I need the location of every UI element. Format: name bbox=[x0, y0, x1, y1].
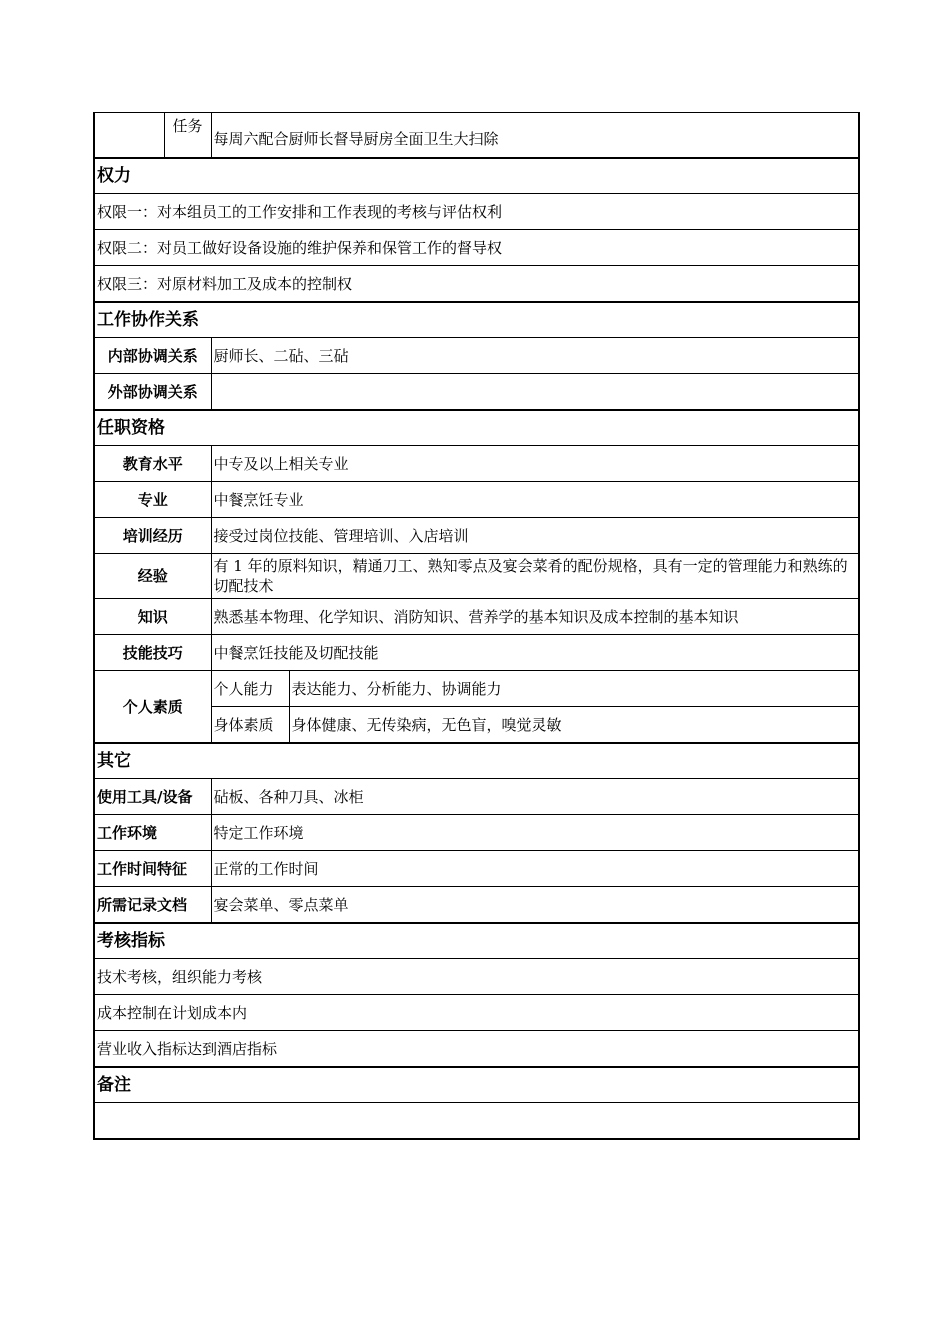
task-blank-cell bbox=[94, 113, 164, 159]
experience-label: 经验 bbox=[94, 554, 211, 599]
tools-value: 砧板、各种刀具、冰柜 bbox=[211, 779, 859, 815]
cooperation-section-title: 工作协作关系 bbox=[94, 302, 859, 338]
internal-label: 内部协调关系 bbox=[94, 338, 211, 374]
env-row bbox=[94, 815, 859, 851]
ability-value: 表达能力、分析能力、协调能力 bbox=[289, 671, 859, 707]
experience-row bbox=[94, 554, 859, 599]
skills-row bbox=[94, 635, 859, 671]
time-row bbox=[94, 851, 859, 887]
assessment-section-row bbox=[94, 923, 859, 959]
training-label: 培训经历 bbox=[94, 518, 211, 554]
major-label: 专业 bbox=[94, 482, 211, 518]
time-value: 正常的工作时间 bbox=[211, 851, 859, 887]
task-label: 任务 bbox=[164, 113, 211, 159]
job-description-table bbox=[93, 112, 860, 1140]
assessment-section-title: 考核指标 bbox=[94, 923, 859, 959]
tools-row bbox=[94, 779, 859, 815]
experience-value: 有 1 年的原料知识，精通刀工、熟知零点及宴会菜肴的配份规格，具有一定的管理能力和熟练的切配技术 bbox=[211, 554, 859, 599]
external-label: 外部协调关系 bbox=[94, 374, 211, 411]
qualification-section-title: 任职资格 bbox=[94, 410, 859, 446]
education-row bbox=[94, 446, 859, 482]
authority-section-row bbox=[94, 158, 859, 194]
authority-item-1: 权限一：对本组员工的工作安排和工作表现的考核与评估权利 bbox=[94, 194, 859, 230]
internal-row bbox=[94, 338, 859, 374]
authority-section-title: 权力 bbox=[94, 158, 859, 194]
skills-label: 技能技巧 bbox=[94, 635, 211, 671]
docs-row bbox=[94, 887, 859, 924]
external-value bbox=[211, 374, 859, 411]
internal-value: 厨师长、二砧、三砧 bbox=[211, 338, 859, 374]
cooperation-section-row bbox=[94, 302, 859, 338]
qualification-section-row bbox=[94, 410, 859, 446]
physical-label: 身体素质 bbox=[211, 707, 289, 744]
time-label: 工作时间特征 bbox=[94, 851, 211, 887]
remarks-row bbox=[94, 1103, 859, 1140]
ability-row bbox=[94, 671, 859, 707]
assessment-item-2: 成本控制在计划成本内 bbox=[94, 995, 859, 1031]
education-label: 教育水平 bbox=[94, 446, 211, 482]
major-row bbox=[94, 482, 859, 518]
tools-label: 使用工具/设备 bbox=[94, 779, 211, 815]
major-value: 中餐烹饪专业 bbox=[211, 482, 859, 518]
personal-label: 个人素质 bbox=[94, 671, 211, 744]
docs-label: 所需记录文档 bbox=[94, 887, 211, 924]
docs-value: 宴会菜单、零点菜单 bbox=[211, 887, 859, 924]
authority-item-3: 权限三：对原材料加工及成本的控制权 bbox=[94, 266, 859, 303]
knowledge-value: 熟悉基本物理、化学知识、消防知识、营养学的基本知识及成本控制的基本知识 bbox=[211, 599, 859, 635]
skills-value: 中餐烹饪技能及切配技能 bbox=[211, 635, 859, 671]
remarks-section-row bbox=[94, 1067, 859, 1103]
physical-value: 身体健康、无传染病，无色盲，嗅觉灵敏 bbox=[289, 707, 859, 744]
authority-row bbox=[94, 230, 859, 266]
task-value: 每周六配合厨师长督导厨房全面卫生大扫除 bbox=[211, 113, 859, 159]
assessment-item-3: 营业收入指标达到酒店指标 bbox=[94, 1031, 859, 1068]
education-value: 中专及以上相关专业 bbox=[211, 446, 859, 482]
assessment-row bbox=[94, 959, 859, 995]
assessment-row bbox=[94, 995, 859, 1031]
training-value: 接受过岗位技能、管理培训、入店培训 bbox=[211, 518, 859, 554]
remarks-value bbox=[94, 1103, 859, 1140]
knowledge-label: 知识 bbox=[94, 599, 211, 635]
task-row bbox=[94, 113, 859, 159]
other-section-row bbox=[94, 743, 859, 779]
ability-label: 个人能力 bbox=[211, 671, 289, 707]
knowledge-row bbox=[94, 599, 859, 635]
other-section-title: 其它 bbox=[94, 743, 859, 779]
training-row bbox=[94, 518, 859, 554]
remarks-section-title: 备注 bbox=[94, 1067, 859, 1103]
authority-item-2: 权限二：对员工做好设备设施的维护保养和保管工作的督导权 bbox=[94, 230, 859, 266]
job-description-sheet bbox=[93, 112, 858, 1140]
assessment-row bbox=[94, 1031, 859, 1068]
env-label: 工作环境 bbox=[94, 815, 211, 851]
authority-row bbox=[94, 266, 859, 303]
authority-row bbox=[94, 194, 859, 230]
external-row bbox=[94, 374, 859, 411]
env-value: 特定工作环境 bbox=[211, 815, 859, 851]
assessment-item-1: 技术考核，组织能力考核 bbox=[94, 959, 859, 995]
